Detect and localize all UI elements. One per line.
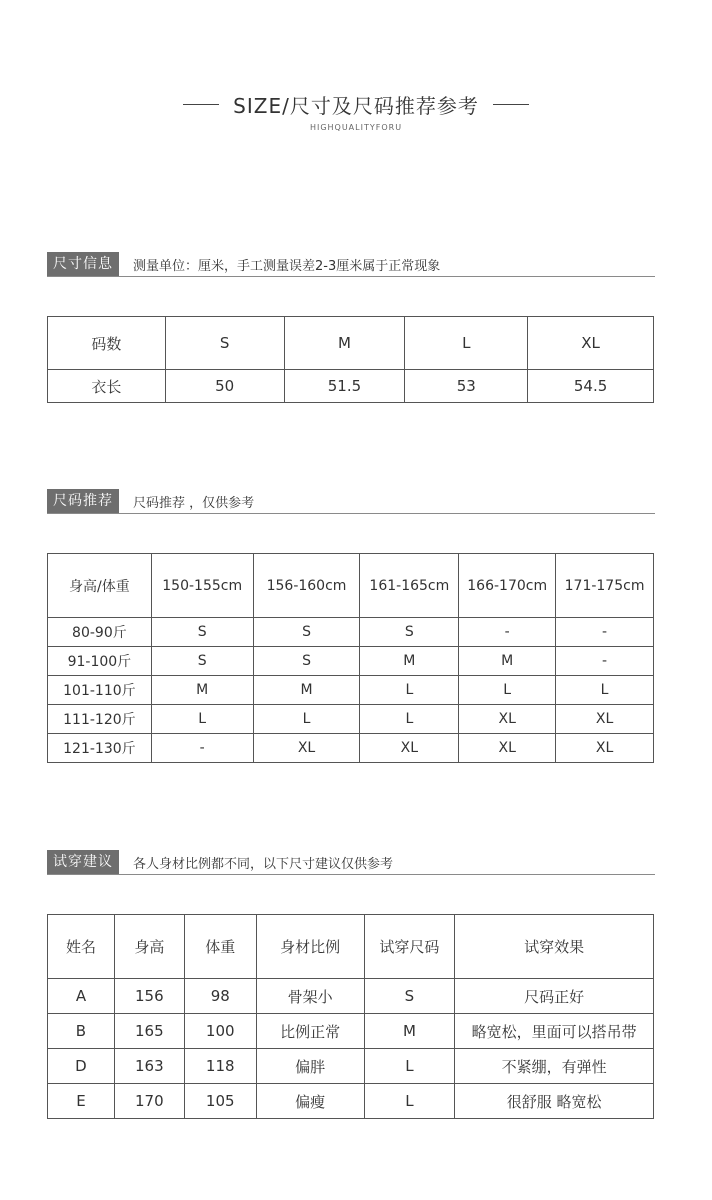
table-cell: - — [151, 734, 253, 763]
table-row — [48, 1014, 654, 1049]
table-cell: A — [48, 979, 115, 1014]
table-cell: 98 — [184, 979, 256, 1014]
table-cell: 165 — [114, 1014, 184, 1049]
try-on-note: 各人身材比例都不同，以下尺寸建议仅供参考 — [133, 856, 394, 872]
table-cell: 100 — [184, 1014, 256, 1049]
table-header-row — [48, 554, 654, 618]
table-cell: 略宽松，里面可以搭吊带 — [455, 1014, 654, 1049]
table-row — [48, 1084, 654, 1119]
table-cell: L — [360, 676, 459, 705]
table-cell: XL — [360, 734, 459, 763]
table-cell: 衣长 — [48, 370, 166, 403]
table-cell: L — [364, 1049, 455, 1084]
table-cell: L — [253, 705, 360, 734]
table-cell: - — [556, 618, 654, 647]
table-header-cell: L — [405, 317, 528, 370]
table-cell: M — [253, 676, 360, 705]
table-cell: S — [151, 618, 253, 647]
table-cell: M — [364, 1014, 455, 1049]
table-cell: L — [459, 676, 556, 705]
table-cell: 偏胖 — [256, 1049, 364, 1084]
table-cell: XL — [459, 705, 556, 734]
table-cell: - — [556, 647, 654, 676]
table-header-cell: S — [165, 317, 284, 370]
table-header-cell: 码数 — [48, 317, 166, 370]
table-row — [48, 370, 654, 403]
title-left-rule — [183, 104, 219, 105]
table-cell: L — [151, 705, 253, 734]
table-cell: L — [556, 676, 654, 705]
table-header-cell: 身材比例 — [256, 915, 364, 979]
table-header-row — [48, 317, 654, 370]
try-on-tag: 试穿建议 — [47, 850, 119, 874]
table-cell: 101-110斤 — [48, 676, 152, 705]
try-on-table — [47, 914, 654, 1119]
table-header-cell: 166-170cm — [459, 554, 556, 618]
table-cell: D — [48, 1049, 115, 1084]
table-cell: - — [459, 618, 556, 647]
table-header-cell: M — [284, 317, 405, 370]
table-cell: 骨架小 — [256, 979, 364, 1014]
title-right-rule — [493, 104, 529, 105]
table-cell: E — [48, 1084, 115, 1119]
table-cell: S — [253, 647, 360, 676]
table-cell: XL — [253, 734, 360, 763]
table-cell: S — [364, 979, 455, 1014]
size-recommend-note: 尺码推荐 ，仅供参考 — [133, 495, 255, 511]
size-recommend-tag: 尺码推荐 — [47, 489, 119, 513]
table-cell: 51.5 — [284, 370, 405, 403]
table-cell: 91-100斤 — [48, 647, 152, 676]
table-cell: 54.5 — [528, 370, 654, 403]
table-header-cell: 体重 — [184, 915, 256, 979]
table-cell: S — [151, 647, 253, 676]
table-header-cell: 试穿效果 — [455, 915, 654, 979]
table-cell: 163 — [114, 1049, 184, 1084]
table-header-cell: XL — [528, 317, 654, 370]
table-cell: B — [48, 1014, 115, 1049]
table-cell: S — [360, 618, 459, 647]
size-info-section-header — [47, 252, 655, 277]
table-cell: 不紧绷，有弹性 — [455, 1049, 654, 1084]
page-subtitle: HIGHQUALITYFORU — [309, 123, 403, 132]
table-cell: 111-120斤 — [48, 705, 152, 734]
table-cell: 53 — [405, 370, 528, 403]
table-row — [48, 676, 654, 705]
table-cell: 80-90斤 — [48, 618, 152, 647]
table-header-cell: 姓名 — [48, 915, 115, 979]
table-header-cell: 150-155cm — [151, 554, 253, 618]
table-header-cell: 161-165cm — [360, 554, 459, 618]
table-cell: 156 — [114, 979, 184, 1014]
page-title-row — [0, 89, 712, 119]
size-recommend-table — [47, 553, 654, 763]
table-cell: XL — [556, 734, 654, 763]
table-cell: 比例正常 — [256, 1014, 364, 1049]
size-info-tag: 尺寸信息 — [47, 252, 119, 276]
table-cell: S — [253, 618, 360, 647]
table-cell: 118 — [184, 1049, 256, 1084]
table-header-cell: 试穿尺码 — [364, 915, 455, 979]
table-cell: 很舒服 略宽松 — [455, 1084, 654, 1119]
table-row — [48, 647, 654, 676]
table-row — [48, 618, 654, 647]
size-info-table — [47, 316, 654, 403]
table-header-cell: 156-160cm — [253, 554, 360, 618]
table-cell: L — [360, 705, 459, 734]
table-cell: 偏瘦 — [256, 1084, 364, 1119]
table-row — [48, 734, 654, 763]
table-header-cell: 171-175cm — [556, 554, 654, 618]
table-cell: 170 — [114, 1084, 184, 1119]
table-cell: M — [151, 676, 253, 705]
table-cell: M — [459, 647, 556, 676]
table-cell: 50 — [165, 370, 284, 403]
size-info-note: 测量单位：厘米，手工测量误差2-3厘米属于正常现象 — [133, 258, 441, 274]
table-header-cell: 身高 — [114, 915, 184, 979]
table-header-cell: 身高/体重 — [48, 554, 152, 618]
table-row — [48, 979, 654, 1014]
table-cell: 121-130斤 — [48, 734, 152, 763]
table-cell: XL — [556, 705, 654, 734]
table-cell: 105 — [184, 1084, 256, 1119]
table-cell: L — [364, 1084, 455, 1119]
table-cell: M — [360, 647, 459, 676]
table-header-row — [48, 915, 654, 979]
size-recommend-section-header — [47, 489, 655, 514]
try-on-section-header — [47, 850, 655, 875]
table-cell: XL — [459, 734, 556, 763]
table-row — [48, 1049, 654, 1084]
table-row — [48, 705, 654, 734]
table-cell: 尺码正好 — [455, 979, 654, 1014]
page-title: SIZE/尺寸及尺码推荐参考 — [233, 93, 479, 118]
